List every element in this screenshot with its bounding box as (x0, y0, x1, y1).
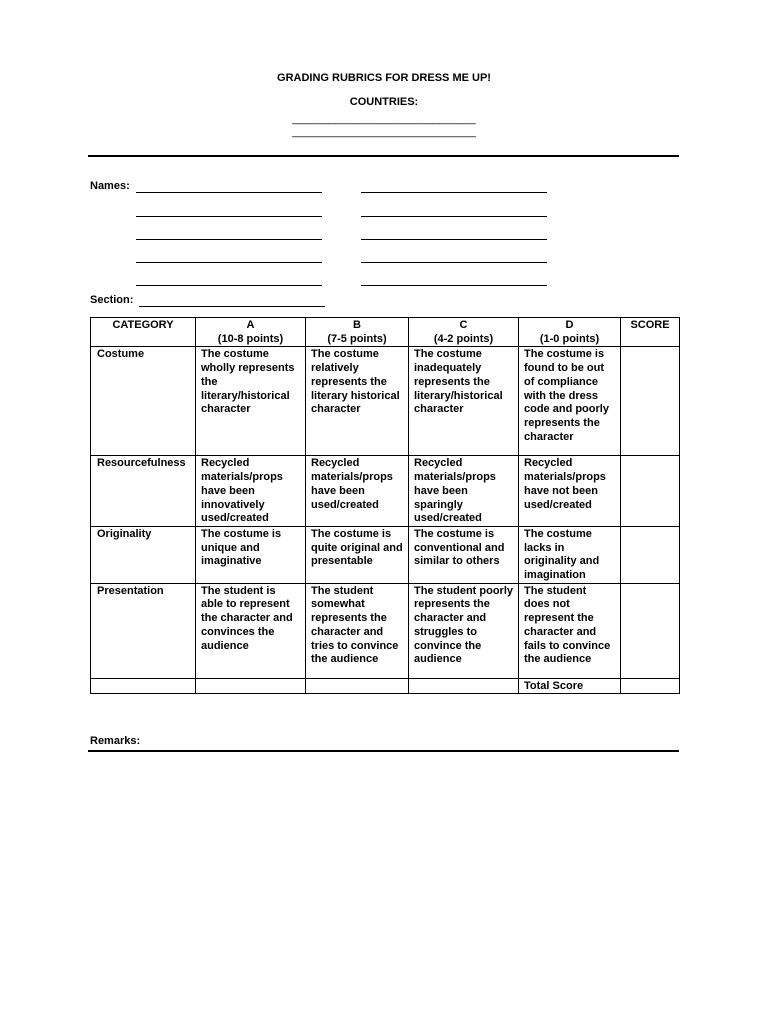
criteria-c-cell: Recycled materials/props have been sparingly used/created (409, 456, 519, 527)
score-cell[interactable] (621, 526, 680, 583)
header-d: D (1-0 points) (519, 318, 621, 347)
countries-blank-1: ______________________________ (292, 113, 476, 125)
criteria-a-cell: Recycled materials/props have been innovatively used/created (196, 456, 306, 527)
name-line-3-left[interactable] (136, 239, 322, 240)
header-c: C (4-2 points) (409, 318, 519, 347)
table-row (91, 526, 680, 583)
criteria-b-cell: The student somewhat represents the character and tries to convince the audience (306, 583, 409, 678)
name-line-2-left[interactable] (136, 216, 322, 217)
criteria-c-cell: The costume inadequately represents the literary/historical character (409, 347, 519, 456)
name-line-2-right[interactable] (361, 216, 547, 217)
remarks-line[interactable] (88, 750, 679, 752)
table-row (91, 456, 680, 527)
criteria-d-cell: The student does not represent the character and fails to convince the audience (519, 583, 621, 678)
criteria-a-cell: The costume wholly represents the literary/historical character (196, 347, 306, 456)
total-row (91, 678, 680, 694)
total-score-cell[interactable] (621, 678, 680, 694)
category-cell: Originality (91, 526, 196, 583)
empty-cell (91, 678, 196, 694)
category-cell: Resourcefulness (91, 456, 196, 527)
criteria-a-cell: The costume is unique and imaginative (196, 526, 306, 583)
criteria-b-cell: The costume is quite original and presentable (306, 526, 409, 583)
criteria-c-cell: The costume is conventional and similar to others (409, 526, 519, 583)
rubric-table (90, 317, 680, 694)
name-line-1-left[interactable] (136, 192, 322, 193)
header-category: CATEGORY (91, 318, 196, 347)
empty-cell (409, 678, 519, 694)
countries-blank-2: ______________________________ (292, 126, 476, 138)
section-line[interactable] (139, 306, 325, 307)
countries-label: COUNTRIES: (349, 96, 419, 108)
score-cell[interactable] (621, 583, 680, 678)
header-row (91, 318, 680, 347)
criteria-c-cell: The student poorly represents the character and struggles to convince the audience (409, 583, 519, 678)
criteria-d-cell: The costume lacks in originality and imagination (519, 526, 621, 583)
header-divider (88, 155, 679, 157)
criteria-b-cell: Recycled materials/props have been used/created (306, 456, 409, 527)
total-score-label: Total Score (519, 678, 621, 694)
criteria-d-cell: Recycled materials/props have not been used/created (519, 456, 621, 527)
criteria-d-cell: The costume is found to be out of compliance with the dress code and poorly represents the character (519, 347, 621, 456)
empty-cell (306, 678, 409, 694)
name-line-4-right[interactable] (361, 262, 547, 263)
name-line-5-right[interactable] (361, 285, 547, 286)
criteria-b-cell: The costume relatively represents the literary historical character (306, 347, 409, 456)
category-cell: Presentation (91, 583, 196, 678)
header-b: B (7-5 points) (306, 318, 409, 347)
name-line-1-right[interactable] (361, 192, 547, 193)
names-label: Names: (90, 180, 130, 192)
score-cell[interactable] (621, 456, 680, 527)
empty-cell (196, 678, 306, 694)
table-row (91, 583, 680, 678)
section-label: Section: (90, 294, 134, 306)
header-score: SCORE (621, 318, 680, 347)
table-row (91, 347, 680, 456)
remarks-label: Remarks: (90, 735, 141, 747)
header-a: A (10-8 points) (196, 318, 306, 347)
name-line-3-right[interactable] (361, 239, 547, 240)
criteria-a-cell: The student is able to represent the character and convinces the audience (196, 583, 306, 678)
score-cell[interactable] (621, 347, 680, 456)
name-line-5-left[interactable] (136, 285, 322, 286)
document-title: GRADING RUBRICS FOR DRESS ME UP! (277, 72, 491, 84)
category-cell: Costume (91, 347, 196, 456)
name-line-4-left[interactable] (136, 262, 322, 263)
